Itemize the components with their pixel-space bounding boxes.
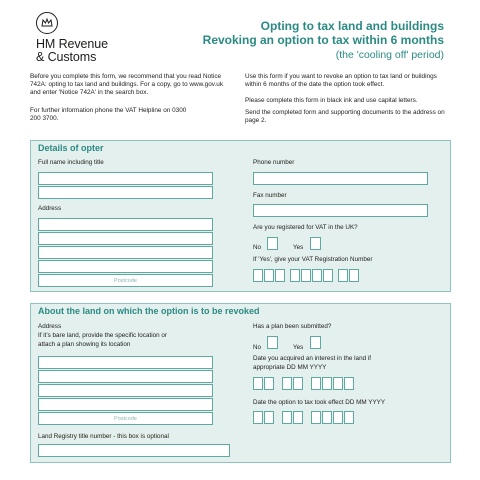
land-registry-label: Land Registry title number - this box is optional [38, 433, 169, 440]
logo-line-1: HM Revenue [36, 37, 108, 51]
form-title: Opting to tax land and buildings [260, 19, 444, 33]
vat-digit-box[interactable] [323, 269, 333, 282]
full-name-field-line-1[interactable] [38, 172, 213, 185]
phone-field[interactable] [253, 172, 428, 185]
postcode-field[interactable]: Postcode [38, 274, 213, 287]
plan-question: Has a plan been submitted? [253, 323, 332, 330]
section-land-details [30, 303, 451, 463]
interest-date-box[interactable] [333, 377, 343, 390]
interest-date-box[interactable] [322, 377, 332, 390]
interest-date-box[interactable] [253, 377, 263, 390]
fax-label: Fax number [253, 192, 287, 199]
intro-right-p3: Send the completed form and supporting documents to the address on page 2. [245, 109, 445, 125]
section-details-of-opter [30, 140, 451, 292]
land-address-field-line-2[interactable] [38, 370, 213, 383]
full-name-label: Full name including title [38, 159, 104, 166]
vat-no-checkbox[interactable] [267, 237, 278, 250]
intro-left-p2: For further information phone the VAT Helpline on 0300 200 3700. [30, 107, 187, 123]
land-address-field-line-1[interactable] [38, 356, 213, 369]
vat-reg-label: If 'Yes', give your VAT Registration Number [253, 256, 373, 263]
effect-date-box[interactable] [282, 411, 292, 424]
section-heading: About the land on which the option is to be revoked [38, 306, 260, 316]
vat-digit-box[interactable] [253, 269, 263, 282]
plan-no-checkbox[interactable] [267, 336, 278, 349]
address-field-line-2[interactable] [38, 232, 213, 245]
land-registry-field[interactable] [38, 444, 230, 457]
land-postcode-field[interactable]: Postcode [38, 412, 213, 425]
effect-date-box[interactable] [264, 411, 274, 424]
vat-digit-box[interactable] [264, 269, 274, 282]
interest-date-box[interactable] [344, 377, 354, 390]
full-name-field-line-2[interactable] [38, 186, 213, 199]
vat-digit-box[interactable] [338, 269, 348, 282]
interest-date-label-1: Date you acquired an interest in the land if [253, 355, 371, 362]
address-label: Address [38, 205, 62, 212]
vat-yes-label: Yes [293, 244, 304, 251]
fax-field[interactable] [253, 204, 428, 217]
vat-no-label: No [253, 244, 262, 251]
effect-date-box[interactable] [333, 411, 343, 424]
interest-date-label-2: appropriate DD MM YYYY [253, 364, 327, 371]
effect-date-box[interactable] [293, 411, 303, 424]
land-address-help-1: If it's bare land, provide the specific location or [38, 332, 167, 339]
cooling-off-note: (the 'cooling off' period) [335, 49, 444, 61]
intro-right-p2: Please complete this form in black ink and use capital letters. [245, 97, 418, 104]
address-field-line-1[interactable] [38, 218, 213, 231]
land-address-field-line-3[interactable] [38, 384, 213, 397]
section-heading: Details of opter [38, 143, 104, 153]
phone-label: Phone number [253, 159, 295, 166]
plan-no-label: No [253, 344, 262, 351]
vat-digit-box[interactable] [301, 269, 311, 282]
vat-digit-box[interactable] [312, 269, 322, 282]
address-field-line-4[interactable] [38, 260, 213, 273]
interest-date-box[interactable] [311, 377, 321, 390]
vat-digit-box[interactable] [349, 269, 359, 282]
form-subtitle: Revoking an option to tax within 6 months [202, 33, 444, 47]
land-address-help-2: attach a plan showing its location [38, 341, 131, 348]
land-address-field-line-4[interactable] [38, 398, 213, 411]
intro-right-p1: Use this form if you want to revoke an option to tax land or buildings within 6 months of the date the option took effect. [245, 73, 437, 89]
logo-line-2: & Customs [36, 50, 97, 64]
effect-date-box[interactable] [253, 411, 263, 424]
interest-date-box[interactable] [293, 377, 303, 390]
effect-date-box[interactable] [344, 411, 354, 424]
plan-yes-label: Yes [293, 344, 304, 351]
plan-yes-checkbox[interactable] [310, 336, 321, 349]
crown-crest-icon [36, 12, 58, 34]
effect-date-label: Date the option to tax took effect DD MM YYYY [253, 399, 386, 406]
vat-digit-box[interactable] [290, 269, 300, 282]
vat-question: Are you registered for VAT in the UK? [253, 224, 358, 231]
effect-date-box[interactable] [322, 411, 332, 424]
vat-yes-checkbox[interactable] [310, 237, 321, 250]
effect-date-box[interactable] [311, 411, 321, 424]
interest-date-box[interactable] [264, 377, 274, 390]
vat-digit-box[interactable] [275, 269, 285, 282]
interest-date-box[interactable] [282, 377, 292, 390]
address-field-line-3[interactable] [38, 246, 213, 259]
land-address-label: Address [38, 323, 62, 330]
intro-left-p1: Before you complete this form, we recommend that you read Notice 742A: opting to tax land and buildings. For a copy, go to www.gov.uk and enter 'Notice 742A' in the search box. [30, 73, 224, 97]
